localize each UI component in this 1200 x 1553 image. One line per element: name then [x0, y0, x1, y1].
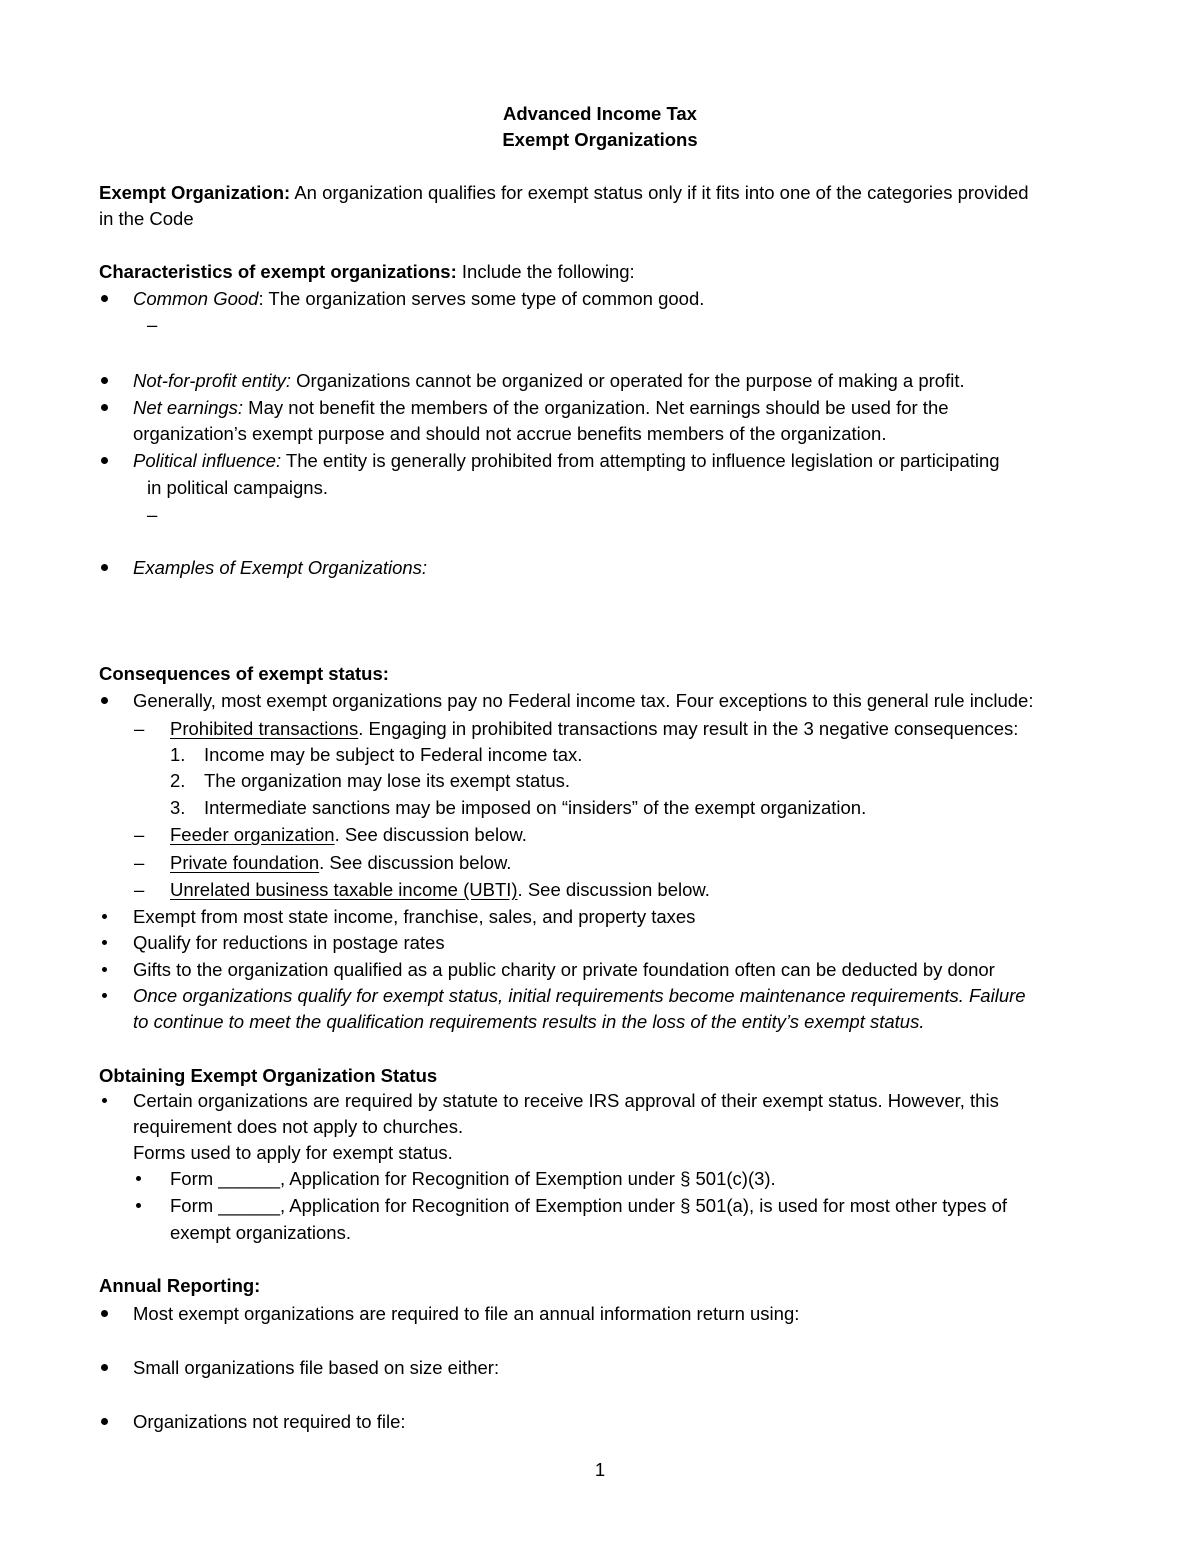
certain-line-1: Certain organizations are required by statute to receive IRS approval of their exempt status. However, this	[133, 1090, 999, 1111]
bullet-icon	[101, 1364, 108, 1371]
small-bullet-icon	[102, 940, 107, 945]
dash-marker: –	[147, 504, 158, 525]
not-for-profit-term: Not-for-profit entity:	[133, 370, 291, 391]
once-item-1: Once organizations qualify for exempt status, initial requirements become maintenance requirements. Failure	[133, 985, 1026, 1006]
number-marker: 1.	[170, 744, 186, 765]
annual-item-2: Small organizations file based on size either:	[133, 1357, 500, 1378]
number-marker: 2.	[170, 770, 186, 791]
prohibited-item	[170, 716, 1018, 743]
bullet-icon	[101, 377, 108, 384]
small-bullet-icon	[102, 1098, 107, 1103]
ubti-item	[170, 877, 710, 904]
consequences-generally: Generally, most exempt organizations pay no Federal income tax. Four exceptions to this general rule include:	[133, 690, 1034, 711]
private-link: Private foundation	[170, 852, 320, 873]
small-bullet-icon	[102, 967, 107, 972]
annual-heading: Annual Reporting:	[99, 1275, 261, 1296]
numbered-item: The organization may lose its exempt status.	[204, 770, 571, 791]
obtaining-heading: Obtaining Exempt Organization Status	[99, 1065, 438, 1086]
small-bullet-icon	[102, 993, 107, 998]
not-for-profit-item	[133, 368, 965, 395]
annual-item-1: Most exempt organizations are required to file an annual information return using:	[133, 1303, 800, 1324]
examples-label: Examples of Exempt Organizations:	[133, 557, 428, 578]
forms-intro: Forms used to apply for exempt status.	[133, 1142, 453, 1163]
characteristics-heading-line	[99, 259, 635, 286]
dash-marker: –	[134, 718, 145, 739]
form-1024-item-2: exempt organizations.	[170, 1222, 351, 1243]
ubti-link: Unrelated business taxable income (UBTI)	[170, 879, 518, 900]
small-bullet-icon	[136, 1176, 141, 1181]
private-item	[170, 850, 511, 877]
state-taxes-item: Exempt from most state income, franchise, sales, and property taxes	[133, 906, 696, 927]
dash-marker: –	[134, 879, 145, 900]
common-good-text: : The organization serves some type of common good.	[258, 288, 705, 309]
net-earnings-text-2: organization’s exempt purpose and should not accrue benefits members of the organization.	[133, 423, 887, 444]
characteristics-heading: Characteristics of exempt organizations:	[99, 261, 457, 282]
prohibited-link: Prohibited transactions	[170, 718, 359, 739]
once-item-2: to continue to meet the qualification requirements results in the loss of the entity’s exempt status.	[133, 1011, 925, 1032]
bullet-icon	[101, 1418, 108, 1425]
bullet-icon	[101, 404, 108, 411]
page-number: 1	[594, 1459, 606, 1480]
bullet-icon	[101, 697, 108, 704]
numbered-item: Intermediate sanctions may be imposed on “insiders” of the exempt organization.	[204, 797, 867, 818]
not-for-profit-text: Organizations cannot be organized or operated for the purpose of making a profit.	[291, 370, 965, 391]
definition-term: Exempt Organization:	[99, 182, 291, 203]
bullet-icon	[101, 564, 108, 571]
number-marker: 3.	[170, 797, 186, 818]
numbered-item: Income may be subject to Federal income tax.	[204, 744, 583, 765]
dash-marker: –	[134, 824, 145, 845]
bullet-icon	[101, 295, 108, 302]
ubti-text: . See discussion below.	[517, 879, 710, 900]
political-text-1: The entity is generally prohibited from attempting to influence legislation or participating	[281, 450, 1000, 471]
net-earnings-item	[133, 395, 949, 422]
definition-line-1	[99, 180, 1029, 207]
net-earnings-term: Net earnings:	[133, 397, 244, 418]
gifts-item: Gifts to the organization qualified as a public charity or private foundation often can be deducted by donor	[133, 959, 995, 980]
annual-item-3: Organizations not required to file:	[133, 1411, 406, 1432]
certain-line-2: requirement does not apply to churches.	[133, 1116, 464, 1137]
form-1024-item-1: Form ______, Application for Recognition of Exemption under § 501(a), is used for most other types of	[170, 1195, 1008, 1216]
small-bullet-icon	[102, 914, 107, 919]
dash-marker: –	[147, 314, 158, 335]
common-good-item	[133, 286, 704, 313]
feeder-item	[170, 822, 527, 849]
net-earnings-text-1: May not benefit the members of the organization. Net earnings should be used for the	[243, 397, 949, 418]
political-term: Political influence:	[133, 450, 282, 471]
consequences-heading: Consequences of exempt status:	[99, 663, 389, 684]
definition-text-2: in the Code	[99, 208, 194, 229]
small-bullet-icon	[136, 1203, 141, 1208]
dash-marker: –	[134, 852, 145, 873]
political-item	[133, 448, 1000, 475]
bullet-icon	[101, 1310, 108, 1317]
prohibited-text: . Engaging in prohibited transactions may result in the 3 negative consequences:	[358, 718, 1019, 739]
private-text: . See discussion below.	[319, 852, 512, 873]
common-good-term: Common Good	[133, 288, 259, 309]
document-title: Advanced Income Tax	[503, 103, 697, 124]
political-text-2: in political campaigns.	[147, 477, 328, 498]
feeder-link: Feeder organization	[170, 824, 335, 845]
bullet-icon	[101, 457, 108, 464]
postage-item: Qualify for reductions in postage rates	[133, 932, 445, 953]
definition-text-1: An organization qualifies for exempt status only if it fits into one of the categories provided	[290, 182, 1029, 203]
characteristics-intro: Include the following:	[456, 261, 635, 282]
feeder-text: . See discussion below.	[334, 824, 527, 845]
document-subtitle: Exempt Organizations	[502, 129, 698, 150]
form-1023-item: Form ______, Application for Recognition of Exemption under § 501(c)(3).	[170, 1168, 776, 1189]
